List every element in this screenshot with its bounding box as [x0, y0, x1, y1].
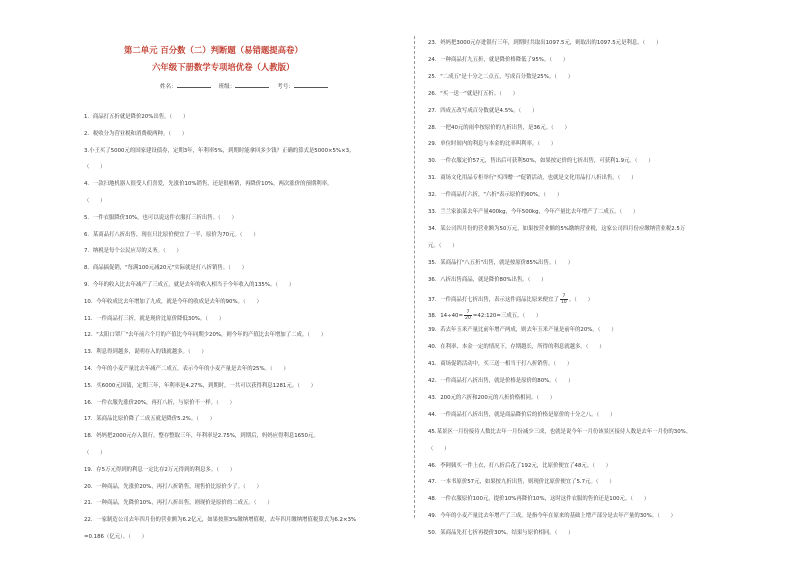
question-item — [84, 484, 402, 491]
question-text: 4．一款扫地机器人很受人们喜爱，先涨价10%销售，还是很畅销，再降价10%，两次涨价的预期利率。 — [84, 181, 333, 188]
question-text: 41．商场促销活动中，买三送一相当于打八折销售。（ ） — [428, 361, 573, 368]
question-text: 50．某商品先打七折再提价30%，结果与原价相同。（ ） — [428, 530, 574, 537]
question-item — [84, 450, 402, 457]
question-item — [428, 412, 758, 419]
question-item — [428, 310, 758, 321]
question-text: 14．今年的小麦产量比去年减产二成五，表示今年的小麦产量是去年的25%。（ ） — [84, 366, 289, 372]
left-column — [84, 38, 402, 540]
question-item — [84, 400, 402, 407]
question-item — [84, 164, 402, 171]
question-text: 43．200元的六折和200元的八折价格相同。（ ） — [428, 394, 556, 401]
question-text: 33．兰兰家油菜去年产量400kg，今年500kg，今年产量比去年增产了二成五。（ ） — [428, 209, 639, 215]
question-item — [428, 209, 758, 216]
question-item — [428, 125, 758, 132]
question-text: 25．"二成五"是十分之二点五，写成百分数是25%。（ ） — [428, 73, 574, 80]
question-item — [84, 416, 402, 423]
question-text: 8．商品搞促销，"每满100元减20元"实际就是打八折销售。（ ） — [84, 265, 247, 272]
question-item — [428, 463, 758, 470]
worksheet-title: 第二单元 百分数（二）判断题（易错题提高卷） — [124, 45, 303, 55]
question-text: 31．商场文化用品专柜举行"买四赠一"促销活动，也就是文化用品打八折出售。（ ） — [428, 175, 637, 182]
question-item — [84, 467, 402, 474]
question-item — [428, 344, 758, 351]
question-item — [84, 131, 402, 138]
question-item — [428, 226, 758, 233]
student-info-row — [160, 82, 400, 90]
question-text: 40．在利率、本金一定的情况下，存期越长，所得的利息就越多。（ ） — [428, 344, 605, 351]
question-item — [428, 243, 758, 250]
question-item — [428, 530, 758, 537]
question-item — [84, 215, 402, 222]
question-text: 46．李阿姨买一件上衣，打八折后花了192元，比原价便宜了48元。（ ） — [428, 462, 612, 469]
question-text: 30．一件衣服定价57元，售出后可获利50%，如果按定价的七折出售，可获利1.9元。（ ） — [428, 158, 654, 165]
question-item — [84, 282, 402, 289]
question-item — [84, 332, 402, 339]
question-item — [428, 74, 758, 81]
question-text: 32．一件商品打六折，"六折"表示原价的60%。（ ） — [428, 192, 563, 199]
question-item — [84, 232, 402, 239]
question-text: 28．一把40元的雨伞按原价的九折出售，是36元。（ ） — [428, 124, 570, 131]
question-text: 16．一件衣服先涨价20%，再打八折，与原价不一样。（ ） — [84, 399, 235, 406]
question-text: 23．妈妈把3000元存进银行三年，到期时共取出1097.5元，则取出的1097.5元是利息。（ ） — [428, 40, 662, 46]
question-item — [84, 366, 402, 373]
question-item — [84, 198, 402, 205]
question-item — [84, 265, 402, 272]
question-item — [428, 378, 758, 385]
question-text: 39．若去年玉米产量比前年增产两成，则去年玉米产量是前年的20%。（ ） — [428, 327, 617, 334]
question-item — [428, 496, 758, 503]
question-item — [84, 148, 402, 155]
question-text: （ ） — [428, 445, 450, 452]
number-label: 考号： — [277, 84, 294, 90]
question-item — [84, 383, 402, 390]
question-tail: =42:120=三成五。（ ） — [472, 313, 542, 320]
question-text: 36．八折出售商品，就是降价80%出售。（ ） — [428, 276, 547, 283]
question-text: 44．一件商品打八折出售，就是商品降价后的价格是原价的十分之八。（ ） — [428, 411, 616, 418]
column-divider — [414, 36, 415, 518]
fraction — [464, 310, 472, 321]
question-text: （ ） — [84, 198, 106, 204]
question-text: 15．买6000元国债，定期三年，年利率是4.27%，到期时，一共可以获得利息1281元。（ ） — [84, 382, 317, 389]
worksheet-subtitle: 六年级下册数学专项培优卷（人教版） — [152, 62, 295, 72]
question-item — [428, 294, 758, 305]
question-text: =0.186（亿元）。（ ） — [84, 534, 148, 540]
question-text: 45.某景区一月份接待人数比去年一月份减少三成，也就是说今年一月份该景区接待人数是去年一月份的30%。 — [428, 428, 692, 435]
question-item — [84, 248, 402, 255]
question-item — [428, 175, 758, 182]
question-text: 38．14÷40= — [428, 313, 464, 320]
question-text: 1．商品打五折就是降价20%出售。（ ） — [84, 114, 189, 120]
question-item — [428, 513, 758, 520]
fraction-denominator: 20 — [465, 316, 471, 322]
question-item — [84, 114, 402, 121]
fraction-numerator: 7 — [464, 310, 472, 316]
question-text: 6．某商品打八折出售，现在只比原价便宜了一半，原价为70元。（ ） — [84, 231, 259, 238]
question-text: 5．一件衣服降价30%，也可以说这件衣服打三折出售。（ ） — [84, 214, 237, 221]
question-item — [84, 349, 402, 356]
question-item — [428, 395, 758, 402]
question-text: 42．一件商品打八折出售，就是价格是原价的80%。（ ） — [428, 378, 574, 384]
question-item — [428, 158, 758, 165]
question-text: 10．今年收成比去年增加了九成，就是今年的收成是去年的90%。（ ） — [84, 298, 262, 305]
question-text: 24．一种商品打九五折，就是降价格降低了95%。（ ） — [428, 56, 569, 63]
name-label: 姓名： — [160, 84, 177, 90]
question-text: 26．"买一送一"就是打五折。（ ） — [428, 90, 518, 97]
question-item — [84, 316, 402, 323]
question-text: 12．"太阳口罩厂"去年前六个月的产值比今年同期少20%，则今年的产值比去年增加了二成。（ ） — [84, 332, 327, 339]
question-item — [428, 429, 758, 436]
question-item — [428, 57, 758, 64]
question-item — [84, 534, 402, 541]
class-label: 班级： — [218, 84, 236, 90]
question-tail: 。（ ） — [568, 296, 593, 303]
question-text: 19．存5万元得到的利息一定比存2万元得到的利息多。（ ） — [84, 466, 236, 473]
question-text: 49．今年的小麦产量比去年增产了三成，是指今年在原来的基础上增产部分是去年产量的30%。（ ） — [428, 513, 676, 520]
question-text: 元。（ ） — [428, 242, 458, 249]
question-item — [84, 299, 402, 306]
question-item — [428, 141, 758, 148]
question-text: （ ） — [84, 164, 106, 171]
question-item — [84, 181, 402, 188]
question-text: 11．一件商品打三折，就是现价比原价降低30%。（ ） — [84, 315, 225, 322]
question-text: 37．一件商品打七折出售，表示这件商品比原来便宜了 — [428, 296, 559, 303]
question-item — [84, 433, 402, 440]
question-text: 3.小王买了5000元的国家建设债券，定期3年，年利率5%，到期时能拿回多少钱？正确的算式是5000×5%×3。 — [84, 147, 355, 154]
question-text: 35．某商品打"八五折"出售，就是按原价85%出售。（ ） — [428, 259, 574, 266]
question-item — [428, 40, 758, 47]
question-text: 9．今年的收入比去年减产了三成五，就是去年的收入相当于今年收入的135%。（ ） — [84, 282, 295, 288]
fraction-denominator: 10 — [560, 299, 567, 305]
question-text: 47．一本书原价57元，如果按九折出售，则现价比原价便宜了5.7元。（ ） — [428, 479, 615, 486]
question-item — [428, 479, 758, 486]
question-text: （ ） — [84, 450, 106, 456]
question-item — [84, 500, 402, 507]
question-item — [428, 108, 758, 115]
question-text: 22．一家制造公司去年四月份的营业额为6.2亿元，如果按照3%缴纳增值税，去年四月缴纳增值税算式为6.2×3% — [84, 517, 357, 524]
number-blank[interactable] — [294, 82, 328, 88]
question-item — [428, 91, 758, 98]
question-text: 29．单位时间内的利息与本金的比率叫利率。（ ） — [428, 141, 557, 148]
question-item — [428, 446, 758, 453]
question-item — [428, 192, 758, 199]
name-blank[interactable] — [177, 82, 211, 88]
question-text: 7．纳税是每个公民应尽的义务。（ ） — [84, 248, 182, 255]
question-text: 13．利息得到越多，说明存入的钱就越多。（ ） — [84, 349, 207, 356]
question-text: 27．四成五改写成百分数就是4.5%。（ ） — [428, 107, 538, 114]
question-text: 17．某商品比原价降了二成五就是降价5.2%。（ ） — [84, 416, 216, 423]
class-blank[interactable] — [235, 82, 269, 88]
question-text: 20．一种商品，先涨价20%，再打八折销售，现售价比原价少了。（ ） — [84, 483, 262, 490]
question-item — [428, 361, 758, 368]
question-text: 34．某公司四月份的营业额为50万元，如果按营业额的5%缴纳营业税，这家公司四月份应缴纳营业税2.5万 — [428, 225, 686, 232]
fraction-numerator: 7 — [560, 294, 568, 300]
question-item — [428, 277, 758, 284]
question-item — [428, 260, 758, 267]
question-text: 18．妈妈把2000元存入银行，整存整取三年，年利率是2.75%，到期后，妈妈应得利息1650元。 — [84, 433, 319, 440]
fraction — [560, 294, 568, 305]
question-item — [428, 327, 758, 334]
question-text: 48．一件衣服原价100元，提价10%再降价10%，这时这件衣服的售价还是100元。（ ） — [428, 496, 650, 503]
question-item — [84, 517, 402, 524]
question-text: 2．税收分为营业税和消费税两种。（ ） — [84, 130, 188, 137]
question-text: 21．一种商品，先降价10%，再打八折出售，则现价是原价的二成五。（ ） — [84, 500, 273, 507]
